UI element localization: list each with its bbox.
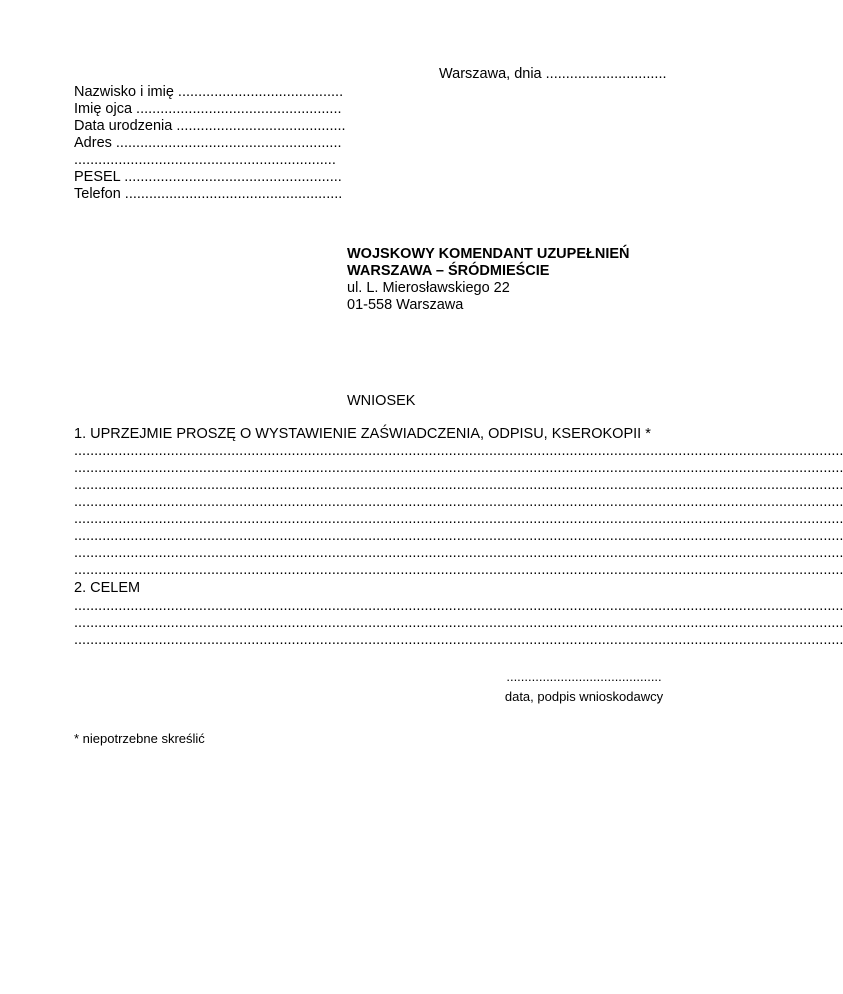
applicant-pesel-line: PESEL ...................................................... <box>74 169 342 185</box>
applicant-address-line: Adres ........................................................ <box>74 135 342 151</box>
signature-line: ........................................... <box>506 669 662 684</box>
document-title: WNIOSEK <box>347 393 416 409</box>
applicant-phone-line: Telefon ...................................................... <box>74 186 343 202</box>
request-item-1-fill-line: ............................................................................................................................................................................................... <box>74 528 843 544</box>
request-item-1-fill-line: ............................................................................................................................................................................................... <box>74 562 843 578</box>
applicant-birth-date-line: Data urodzenia .......................................... <box>74 118 346 134</box>
request-item-1-fill-line: ............................................................................................................................................................................................... <box>74 460 843 476</box>
request-item-1-fill-line: ............................................................................................................................................................................................... <box>74 443 843 459</box>
signature-label: data, podpis wnioskodawcy <box>504 689 664 704</box>
place-date: Warszawa, dnia .............................. <box>439 66 667 82</box>
request-item-2-fill-line: ............................................................................................................................................................................................... <box>74 615 843 631</box>
request-item-1-fill-line: ............................................................................................................................................................................................... <box>74 477 843 493</box>
request-item-2-fill-line: ............................................................................................................................................................................................... <box>74 632 843 648</box>
addressee-street: ul. L. Mierosławskiego 22 <box>347 280 510 296</box>
request-item-2-fill-line: ............................................................................................................................................................................................... <box>74 598 843 614</box>
request-item-1-heading: 1. UPRZEJMIE PROSZĘ O WYSTAWIENIE ZAŚWIADCZENIA, ODPISU, KSEROKOPII * <box>74 426 651 442</box>
signature-block <box>484 669 684 705</box>
applicant-name-line: Nazwisko i imię ......................................... <box>74 84 344 100</box>
request-item-1-fill-line: ............................................................................................................................................................................................... <box>74 545 843 561</box>
request-item-1-fill-line: ............................................................................................................................................................................................... <box>74 511 843 527</box>
addressee-district: WARSZAWA – ŚRÓDMIEŚCIE <box>347 263 550 279</box>
addressee-office: WOJSKOWY KOMENDANT UZUPEŁNIEŃ <box>347 246 630 262</box>
request-body <box>74 426 843 649</box>
request-item-2-heading: 2. CELEM <box>74 580 141 596</box>
applicant-father-name-line: Imię ojca ................................................... <box>74 101 342 117</box>
addressee-city: 01-558 Warszawa <box>347 297 464 313</box>
applicant-address-line-2: ................................................................. <box>74 152 336 168</box>
request-item-1-fill-line: ............................................................................................................................................................................................... <box>74 494 843 510</box>
footnote: * niepotrzebne skreślić <box>74 731 205 746</box>
addressee-block <box>347 246 630 314</box>
applicant-block <box>74 84 346 203</box>
